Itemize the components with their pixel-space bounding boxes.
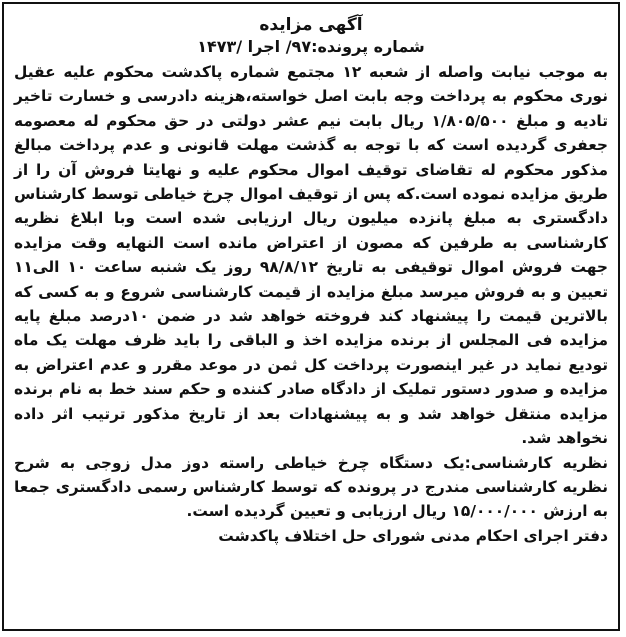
- notice-title: آگهی مزایده: [259, 15, 363, 35]
- case-number: شماره پرونده:۹۷/ اجرا /۱۴۷۳: [197, 37, 425, 56]
- issuing-office: دفتر اجرای احکام مدنی شورای حل اختلاف پاکدشت: [218, 526, 608, 545]
- auction-notice: [2, 2, 620, 631]
- expert-opinion: نظریه کارشناسی:یک دستگاه چرخ خیاطی راسته دوز مدل زوجی به شرح نظریه کارشناسی مندرج در پرونده که توسط کارشناس رسمی دادگستری جمعا به ارزش ۱۵/۰۰۰/۰۰۰ ریال ارزیابی و تعیین گردیده است.: [14, 453, 608, 521]
- notice-body: به موجب نیابت واصله از شعبه ۱۲ مجتمع شماره پاکدشت محکوم علیه عقیل نوری محکوم به پرداخت وجه بابت اصل خواسته،هزینه دادرسی و خسارت تاخیر تادیه و مبلغ ۱/۸۰۵/۵۰۰ ریال بابت نیم عشر دولتی در حق محکوم له معصومه جعفری گردیده است که با توجه به گذشت مهلت قانونی و عدم پرداخت مبالغ مذکور محکوم له تقاضای توقیف اموال محکوم علیه و نهایتا فروش آن را از طریق مزایده نموده است.که پس از توقیف اموال چرخ خیاطی توسط کارشناس دادگستری به مبلغ پانزده میلیون ریال ارزیابی شده است وبا ابلاغ نظریه کارشناسی به طرفین که مصون از اعتراض مانده است النهایه وقت مزایده جهت فروش اموال توقیفی به تاریخ ۹۸/۸/۱۲ روز یک شنبه ساعت ۱۰ الی۱۱ تعیین و به فروش میرسد مبلغ مزایده از قیمت کارشناسی شروع و به کسی که بالاترین قیمت را پیشنهاد کند فروخته خواهد شد در ضمن ۱۰درصد مبلغ پایه مزایده فی المجلس از برنده مزایده اخذ و الباقی را باید ظرف مهلت یک ماه تودیع نماید در غیر اینصورت پرداخت کل ثمن در موعد مقرر و عدم اعتراض به مزایده و صدور دستور تملیک از دادگاه صادر کننده و حکم سند خط به نام برنده مزایده منتقل خواهد شد و به پیشنهادات بعد از تاریخ مذکور ترتیب اثر داده نخواهد شد.: [14, 63, 609, 448]
